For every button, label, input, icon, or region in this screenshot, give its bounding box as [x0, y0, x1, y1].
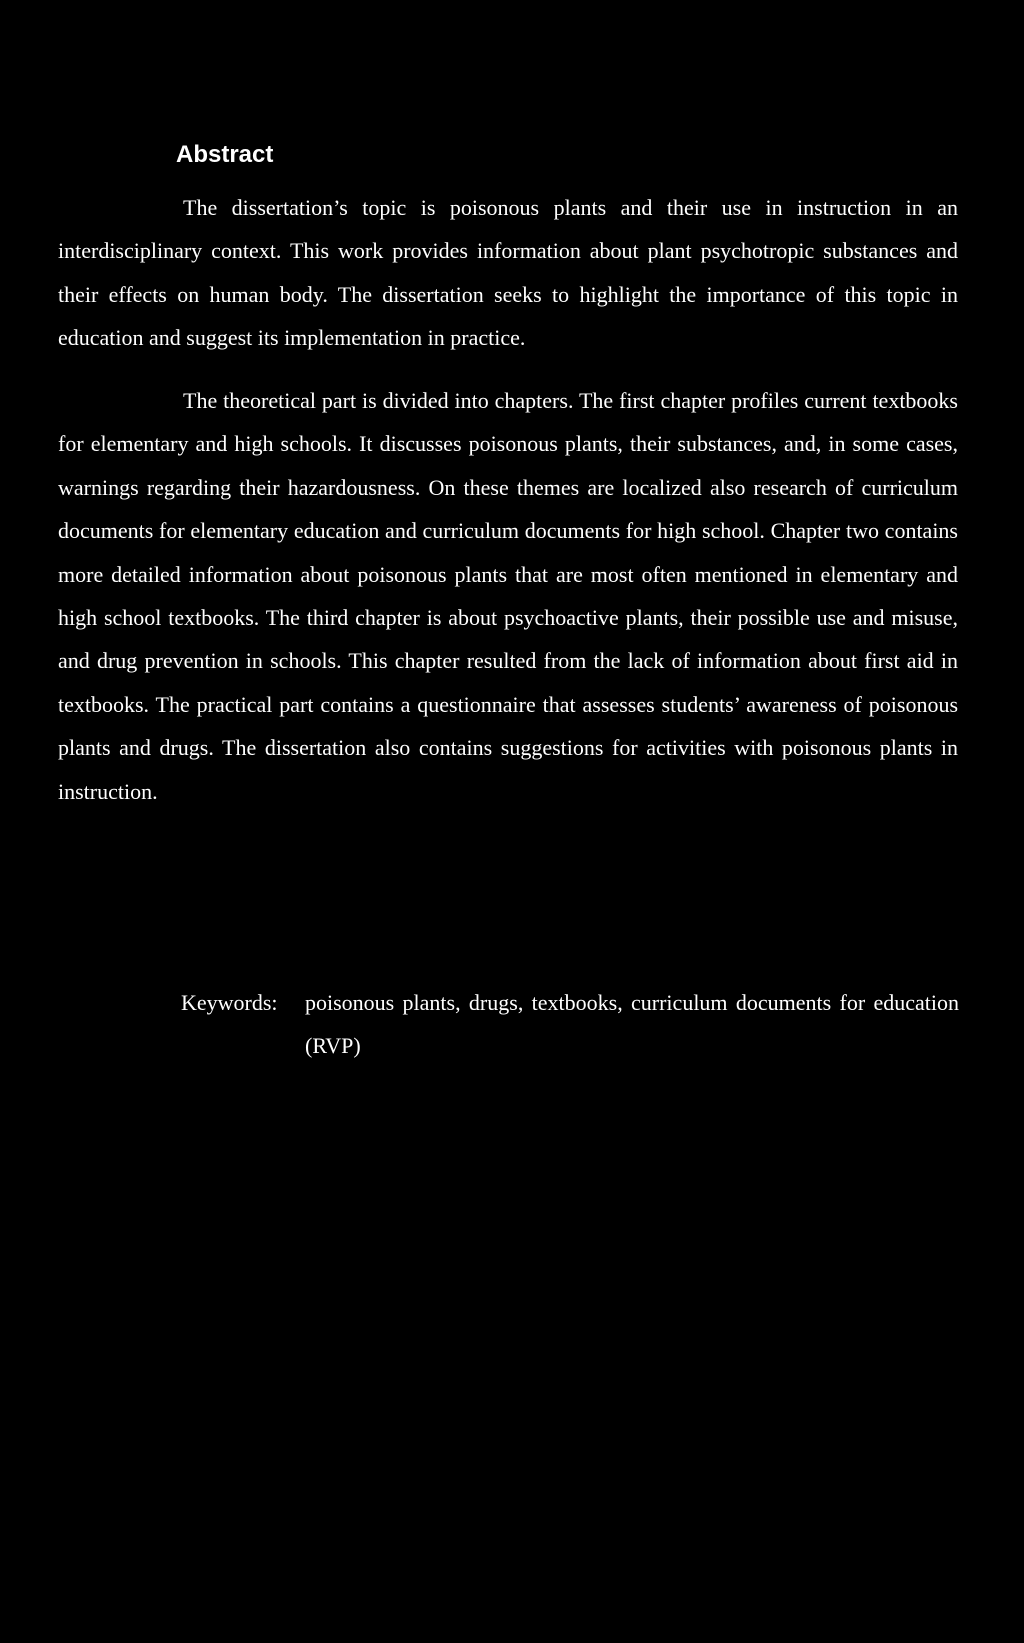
abstract-heading: Abstract: [176, 141, 274, 168]
keywords-block: [181, 981, 959, 1067]
keywords-label: Keywords:: [181, 990, 278, 1015]
abstract-paragraph-2: The theoretical part is divided into chapters. The first chapter profiles current textbooks for elementary and high schools. It discusses poisonous plants, their substances, and, in some cases, warnings regarding their hazardousness. On these themes are localized also research of curriculum documents for elementary education and curriculum documents for high school. Chapter two contains more detailed information about poisonous plants that are most often mentioned in elementary and high school textbooks. The third chapter is about psychoactive plants, their possible use and misuse, and drug prevention in schools. This chapter resulted from the lack of information about first aid in textbooks. The practical part contains a questionnaire that assesses students’ awareness of poisonous plants and drugs. The dissertation also contains suggestions for activities with poisonous plants in instruction.: [58, 388, 958, 804]
abstract-paragraph-1: The dissertation’s topic is poisonous plants and their use in instruction in an interdisciplinary context. This work provides information about plant psychotropic substances and their effects on human body. The dissertation seeks to highlight the importance of this topic in education and suggest its implementation in practice.: [58, 195, 958, 351]
keywords-text: poisonous plants, drugs, textbooks, curriculum documents for education (RVP): [305, 990, 959, 1058]
